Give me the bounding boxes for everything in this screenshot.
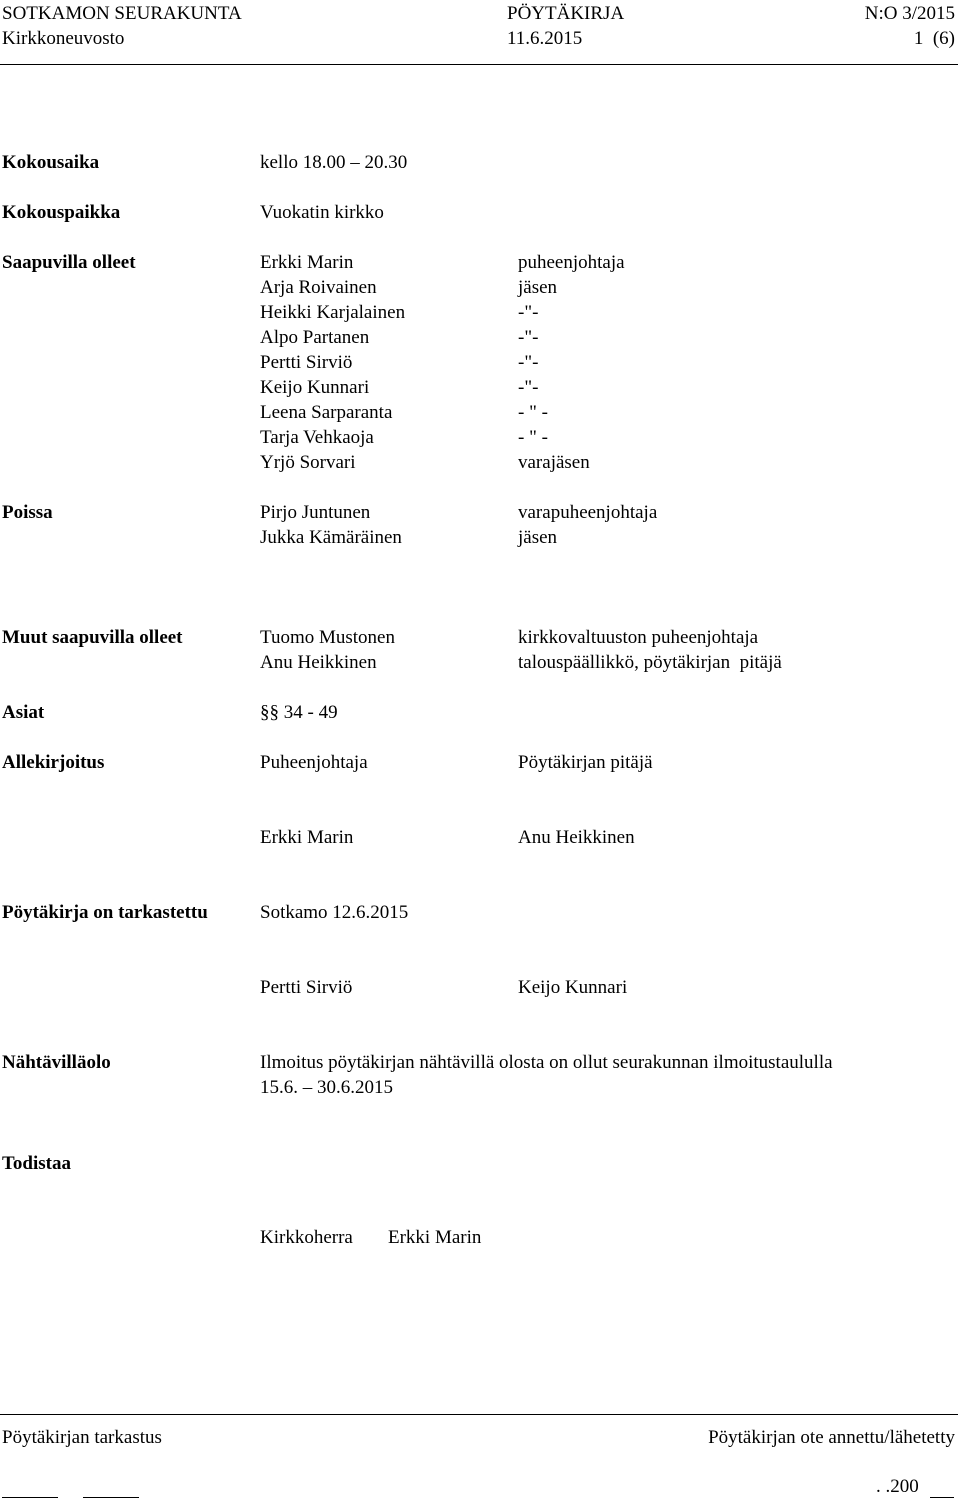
present-member-name: Keijo Kunnari — [260, 377, 370, 398]
absent-member-name: Jukka Kämäräinen — [260, 527, 402, 548]
certify-label: Todistaa — [2, 1153, 71, 1174]
meeting-time-value: kello 18.00 – 20.30 — [260, 152, 408, 173]
secretary-name: Anu Heikkinen — [518, 827, 635, 848]
absent-member-role: varapuheenjohtaja — [518, 502, 658, 523]
header-number: N:O 3/2015 — [864, 3, 955, 24]
footer-blank-initials-2 — [83, 1497, 139, 1498]
present-member-role: - " - — [518, 427, 548, 448]
certify-name: Erkki Marin — [388, 1227, 482, 1248]
header-org: SOTKAMON SEURAKUNTA — [2, 3, 242, 24]
reviewer-2-name: Keijo Kunnari — [518, 977, 628, 998]
present-member-role: -"- — [518, 377, 539, 398]
present-member-role: puheenjohtaja — [518, 252, 625, 273]
footer-left: Pöytäkirjan tarkastus — [2, 1427, 162, 1448]
present-member-name: Erkki Marin — [260, 252, 354, 273]
present-member-role: -"- — [518, 352, 539, 373]
others-member-name: Tuomo Mustonen — [260, 627, 395, 648]
present-member-role: - " - — [518, 402, 548, 423]
absent-label: Poissa — [2, 502, 53, 523]
footer-blank-initials-1 — [2, 1497, 58, 1498]
others-member-role: talouspäällikkö, pöytäkirjan pitäjä — [518, 652, 782, 673]
meeting-time-label: Kokousaika — [2, 152, 100, 173]
others-label: Muut saapuvilla olleet — [2, 627, 183, 648]
header-body: Kirkkoneuvosto — [2, 28, 125, 49]
display-line-2: 15.6. – 30.6.2015 — [260, 1077, 393, 1098]
present-member-role: jäsen — [518, 277, 558, 298]
header-rule — [0, 64, 958, 65]
signatures-label: Allekirjoitus — [2, 752, 105, 773]
secretary-title: Pöytäkirjan pitäjä — [518, 752, 653, 773]
present-member-name: Alpo Partanen — [260, 327, 370, 348]
meeting-place-value: Vuokatin kirkko — [260, 202, 384, 223]
others-member-name: Anu Heikkinen — [260, 652, 377, 673]
header-page: 1 (6) — [913, 28, 955, 49]
absent-member-name: Pirjo Juntunen — [260, 502, 371, 523]
present-member-role: -"- — [518, 302, 539, 323]
footer-right: Pöytäkirjan ote annettu/lähetetty — [708, 1427, 955, 1448]
matters-label: Asiat — [2, 702, 45, 723]
footer-blank-year — [930, 1497, 954, 1498]
present-label: Saapuvilla olleet — [2, 252, 136, 273]
present-member-role: -"- — [518, 327, 539, 348]
present-member-name: Leena Sarparanta — [260, 402, 393, 423]
display-line-1: Ilmoitus pöytäkirjan nähtävillä olosta on ollut seurakunnan ilmoitustaululla — [260, 1052, 833, 1073]
header-doc-type: PÖYTÄKIRJA — [507, 3, 625, 24]
present-member-name: Tarja Vehkaoja — [260, 427, 374, 448]
present-member-name: Yrjö Sorvari — [260, 452, 356, 473]
footer-date-text: . .200 — [876, 1476, 919, 1497]
present-member-name: Arja Roivainen — [260, 277, 377, 298]
review-value: Sotkamo 12.6.2015 — [260, 902, 409, 923]
present-member-role: varajäsen — [518, 452, 590, 473]
others-member-role: kirkkovaltuuston puheenjohtaja — [518, 627, 759, 648]
chair-name: Erkki Marin — [260, 827, 354, 848]
present-member-name: Heikki Karjalainen — [260, 302, 406, 323]
header-date: 11.6.2015 — [507, 28, 583, 49]
display-label: Nähtävilläolo — [2, 1052, 111, 1073]
meeting-place-label: Kokouspaikka — [2, 202, 121, 223]
present-member-name: Pertti Sirviö — [260, 352, 353, 373]
chair-title: Puheenjohtaja — [260, 752, 368, 773]
absent-member-role: jäsen — [518, 527, 558, 548]
reviewer-1-name: Pertti Sirviö — [260, 977, 353, 998]
review-label: Pöytäkirja on tarkastettu — [2, 902, 208, 923]
certify-title: Kirkkoherra — [260, 1227, 353, 1248]
footer-rule — [0, 1414, 958, 1415]
matters-value: §§ 34 - 49 — [260, 702, 338, 723]
